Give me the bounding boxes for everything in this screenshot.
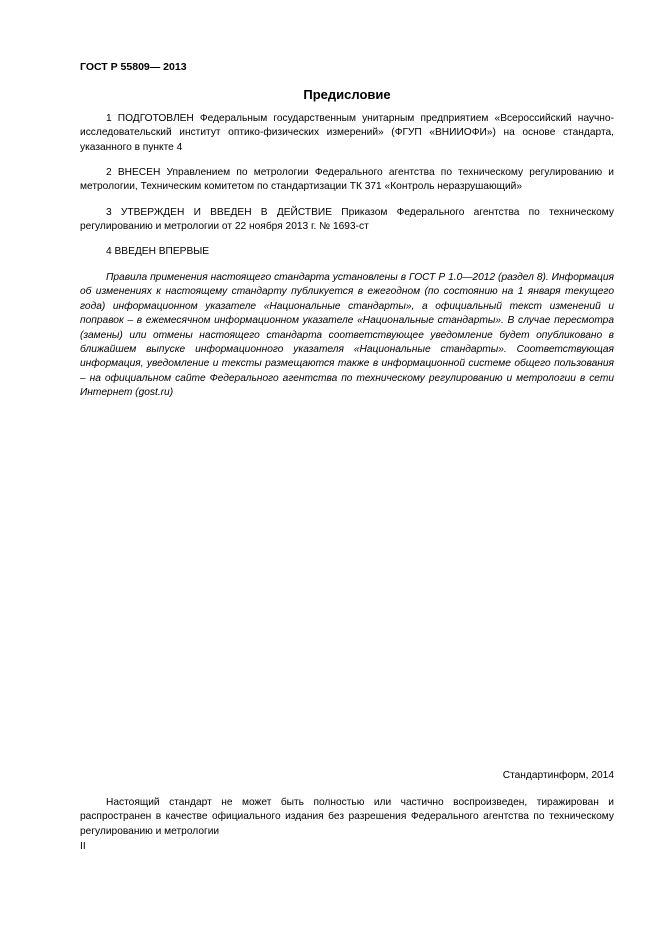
foreword-item-3: 3 УТВЕРЖДЕН И ВВЕДЕН В ДЕЙСТВИЕ Приказом Федерального агентства по техническому регулированию и метрологии от 22 ноября 2013 г. № 1693-ст — [80, 207, 614, 233]
copyright-notice: Настоящий стандарт не может быть полностью или частично воспроизведен, тиражирован и распространен в качестве официального издания без разрешения Федерального агентства по техническому регулированию и метрологии — [80, 797, 614, 837]
application-rules-notice: Правила применения настоящего стандарта установлены в ГОСТ Р 1.0—2012 (раздел 8). Информация об изменениях к настоящему стандарту публикуется в ежегодном (по состоянию на 1 января текущего года) информационном указателе «Национальные стандарты», а официальный текст изменений и поправок – в ежемесячном информационном указателе «Национальные стандарты». В случае пересмотра (замены) или отмены настоящего стандарта соответствующее уведомление будет опубликовано в ближайшем выпуске информационного указателя «Национальные стандарты». Соответствующая информация, уведомление и тексты размещаются также в информационной системе общего пользования – на официальном сайте Федерального агентства по техническому регулированию и метрологии в сети Интернет (gost.ru) — [80, 272, 614, 399]
foreword-item-1: 1 ПОДГОТОВЛЕН Федеральным государственным унитарным предприятием «Всероссийский научно-исследовательский институт оптико-физических измерений» (ФГУП «ВНИИОФИ») на основе стандарта, указанного в пункте 4 — [80, 113, 614, 153]
foreword-item-4: 4 ВВЕДЕН ВПЕРВЫЕ — [106, 246, 210, 257]
page-number: II — [80, 841, 86, 852]
standard-code: ГОСТ Р 55809— 2013 — [80, 61, 187, 73]
foreword-item-2: 2 ВНЕСЕН Управлением по метрологии Федерального агентства по техническому регулированию и метрологии, Техническим комитетом по стандартизации ТК 371 «Контроль неразрушающий» — [80, 167, 614, 193]
page-title: Предисловие — [303, 87, 391, 102]
publisher-line: Стандартинформ, 2014 — [502, 770, 614, 781]
